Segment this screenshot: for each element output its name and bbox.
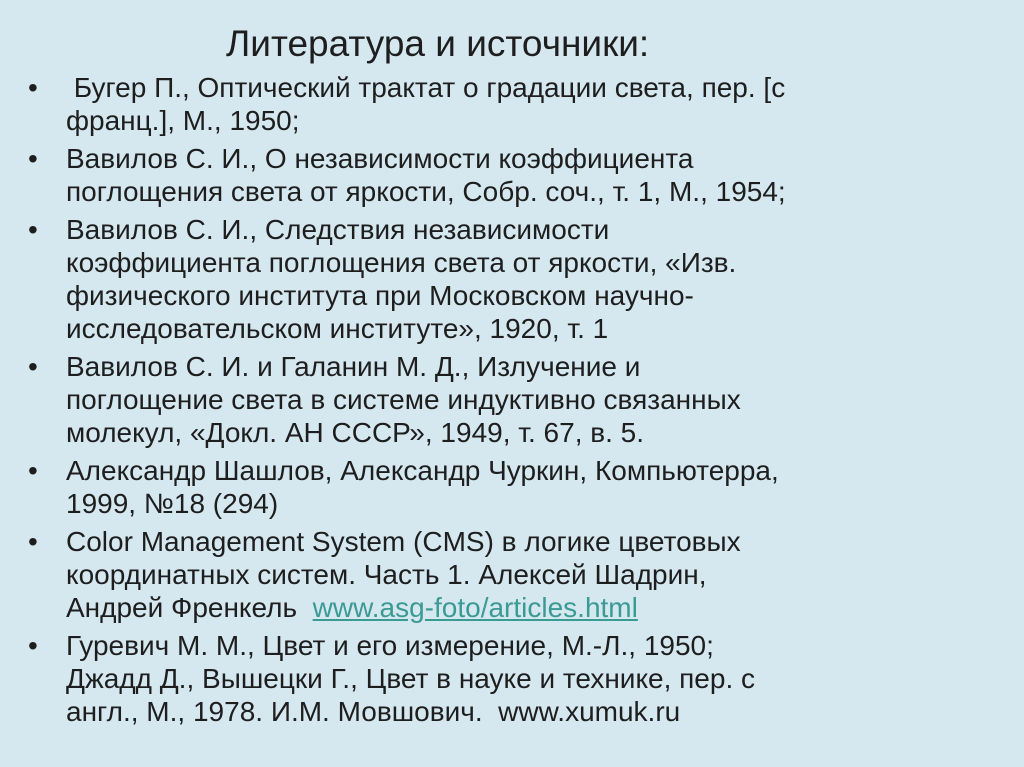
reference-text: Александр Шашлов, Александр Чуркин, Компьютерра, 1999, №18 (294) <box>66 455 779 519</box>
reference-text: Бугер П., Оптический трактат о градации света, пер. [с франц.], М., 1950; <box>66 72 786 136</box>
reference-item <box>28 71 988 137</box>
reference-text: Вавилов С. И. и Галанин М. Д., Излучение и поглощение света в системе индуктивно связанных молекул, «Докл. АН СССР», 1949, т. 67, в. 5. <box>66 351 741 448</box>
reference-text: Гуревич М. М., Цвет и его измерение, М.-Л., 1950; Джадд Д., Вышецки Г., Цвет в науке и технике, пер. с англ., М., 1978. И.М. Мовшович. www.xumuk.ru <box>66 630 756 727</box>
slide-title: Литература и источники: <box>226 23 650 64</box>
reference-item <box>28 525 988 624</box>
bullet-icon: • <box>28 351 38 382</box>
reference-item <box>28 350 988 449</box>
bullet-icon: • <box>28 630 38 661</box>
bullet-icon: • <box>28 526 38 557</box>
reference-list <box>28 71 988 733</box>
reference-text: Вавилов С. И., О независимости коэффициента поглощения света от яркости, Собр. соч., т. 1, М., 1954; <box>66 143 786 207</box>
reference-item <box>28 454 988 520</box>
reference-text: Color Management System (CMS) в логике цветовых координатных систем. Часть 1. Алексей Шадрин, Андрей Френкель <box>66 526 741 623</box>
bullet-icon: • <box>28 72 38 103</box>
bullet-icon: • <box>28 143 38 174</box>
reference-text: Вавилов С. И., Следствия независимости коэффициента поглощения света от яркости, «Изв. физического института при Московском научно- исследовательском институте», 1920, т. 1 <box>66 214 737 344</box>
reference-item <box>28 213 988 345</box>
reference-link[interactable]: www.asg-foto/articles.html <box>312 592 638 623</box>
reference-item <box>28 629 988 728</box>
reference-item <box>28 142 988 208</box>
bullet-icon: • <box>28 455 38 486</box>
bullet-icon: • <box>28 214 38 245</box>
